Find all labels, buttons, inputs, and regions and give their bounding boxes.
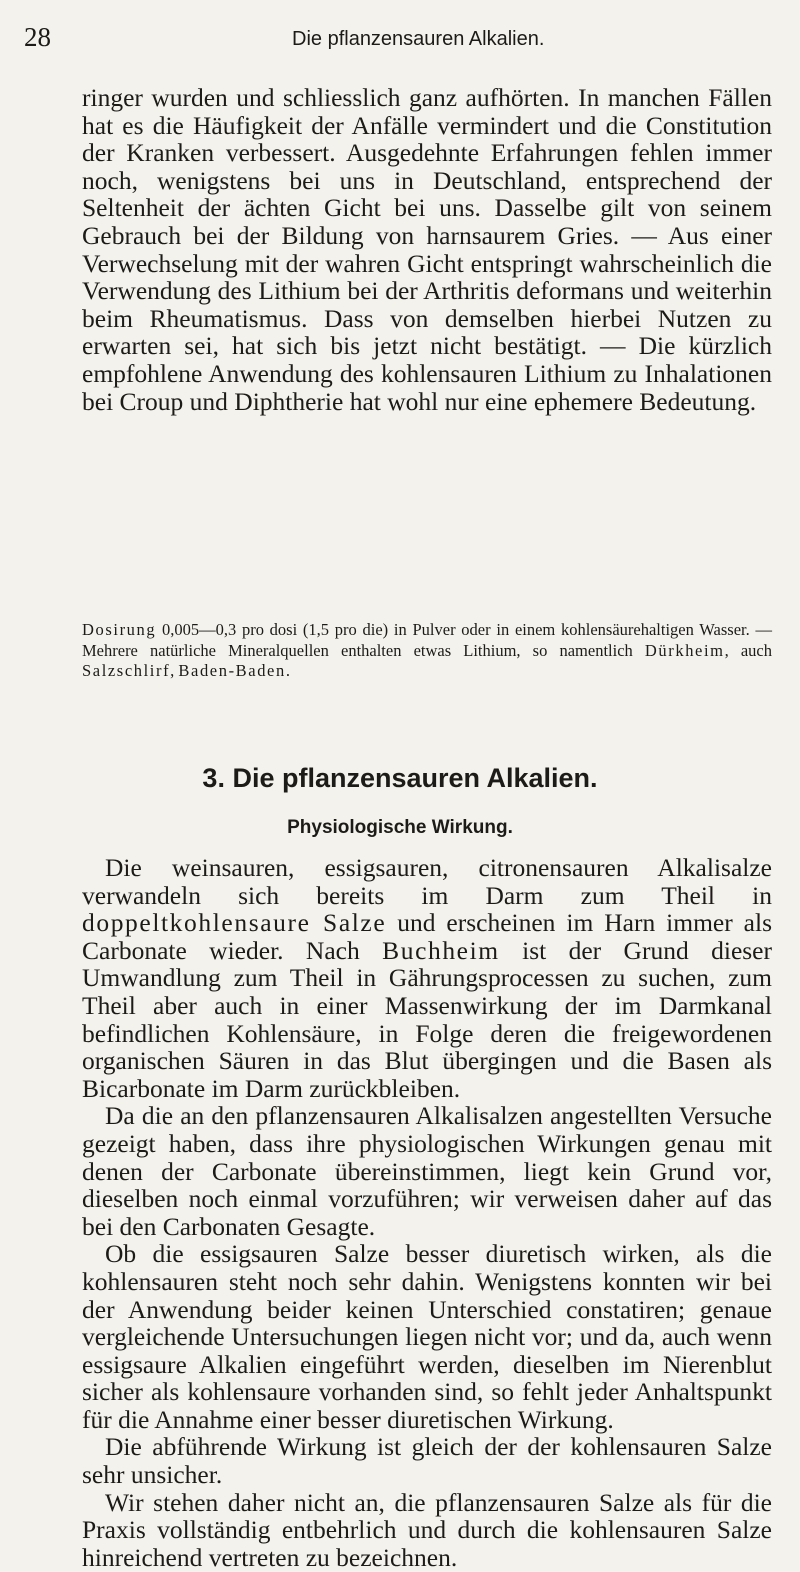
page-number: 28 bbox=[24, 22, 51, 52]
dosage-text-3: , bbox=[170, 661, 179, 680]
paragraph bbox=[82, 854, 772, 1102]
paragraph: Wir stehen daher nicht an, die pflanzensauren Salze als für die Praxis vollständig entbehrlich und durch die kohlensauren Salze hinreichend vertreten zu bezeichnen. bbox=[82, 1487, 772, 1572]
dosage-text-1: 0,005—0,3 pro dosi (1,5 pro die) in Pulver oder in einem kohlensäurehaltigen Wasser. — Mehrere natürliche Mineralquellen enthalten etwas Lithium, so namentlich bbox=[82, 620, 772, 660]
top-text-block bbox=[82, 84, 772, 415]
paragraph: Da die an den pflanzensauren Alkalisalzen angestellten Versuche gezeigt haben, dass ihre physiologischen Wirkungen genau mit denen der Carbonate übereinstimmen, liegt kein Grund vor, dieselben noch einmal vorzuführen; wir verweisen daher auf das bei den Carbonaten Gesagte. bbox=[82, 1101, 772, 1241]
dosage-text-2: , auch bbox=[724, 640, 772, 660]
section-heading: 3. Die pflanzensauren Alkalien. bbox=[202, 763, 598, 793]
dosage-text-4: . bbox=[285, 661, 290, 680]
section-subheading: Physiologische Wirkung. bbox=[287, 817, 513, 838]
dosage-note bbox=[82, 620, 772, 682]
dosage-label: Dosirung bbox=[82, 620, 157, 639]
section-body bbox=[82, 854, 772, 1571]
continued-paragraph: ringer wurden und schliesslich ganz aufhörten. In manchen Fällen hat es die Häufigkeit der Anfälle vermindert und die Constitution der Kranken verbessert. Ausgedehnte Erfahrungen fehlen immer noch, wenigstens bei uns in Deutschland, entsprechend der Seltenheit der ächten Gicht bei uns. Dasselbe gilt von seinem Gebrauch bei der Bildung von harnsaurem Gries. — Aus einer Verwechselung mit der wahren Gicht entspringt wahrscheinlich die Verwendung des Lithium bei der Arthritis deformans und weiterhin beim Rheumatismus. Dass von demselben hierbei Nutzen zu erwarten sei, hat sich bis jetzt nicht bestätigt. — Die kürzlich empfohlene Anwendung des kohlensauren Lithium zu Inhalationen bei Croup und Diphtherie hat wohl nur eine ephemere Bedeutung. bbox=[82, 83, 772, 416]
paragraph: Ob die essigsauren Salze besser diuretisch wirken, als die kohlensauren steht noch sehr dahin. Wenigstens konnten wir bei der Anwendung beider keinen Unterschied constatiren; genaue vergleichende Untersuchungen liegen nicht vor; und da, auch wenn essigsaure Alkalien eingeführt werden, dieselben im Nierenblut sicher als kohlensaure vorhanden sind, so fehlt jeder Anhaltspunkt für die Annahme einer besser diuretischen Wirkung. bbox=[82, 1239, 772, 1434]
paragraph-text: ist der Grund dieser Umwandlung zum Theil in Gährungsprocessen zu suchen, zum Theil aber auch in einer Massenwirkung der im Darmkanal befindlichen Kohlensäure, in Folge deren die freigewordenen organischen Säuren in das Blut übergingen und die Basen als Bicarbonate im Darm zurückbleiben. bbox=[82, 935, 772, 1103]
place-name: Baden-Baden bbox=[178, 661, 286, 680]
page-header bbox=[24, 22, 740, 52]
paragraph: Die abführende Wirkung ist gleich der der kohlensauren Salze sehr unsicher. bbox=[82, 1432, 772, 1490]
author-name: Buchheim bbox=[382, 935, 500, 965]
place-name: Salzschlirf bbox=[82, 661, 171, 680]
running-head: Die pflanzensauren Alkalien. bbox=[292, 28, 545, 50]
paragraph-text: und erscheinen im Harn immer als Carbonate wieder. Nach bbox=[82, 908, 772, 965]
paragraph-text: Die weinsauren, essigsauren, citronensauren Alkalisalze verwandeln sich bereits im Darm zum Theil in bbox=[82, 853, 772, 910]
emphasized-term: doppeltkohlensaure Salze bbox=[82, 908, 387, 938]
place-name: Dürkheim bbox=[644, 640, 725, 660]
